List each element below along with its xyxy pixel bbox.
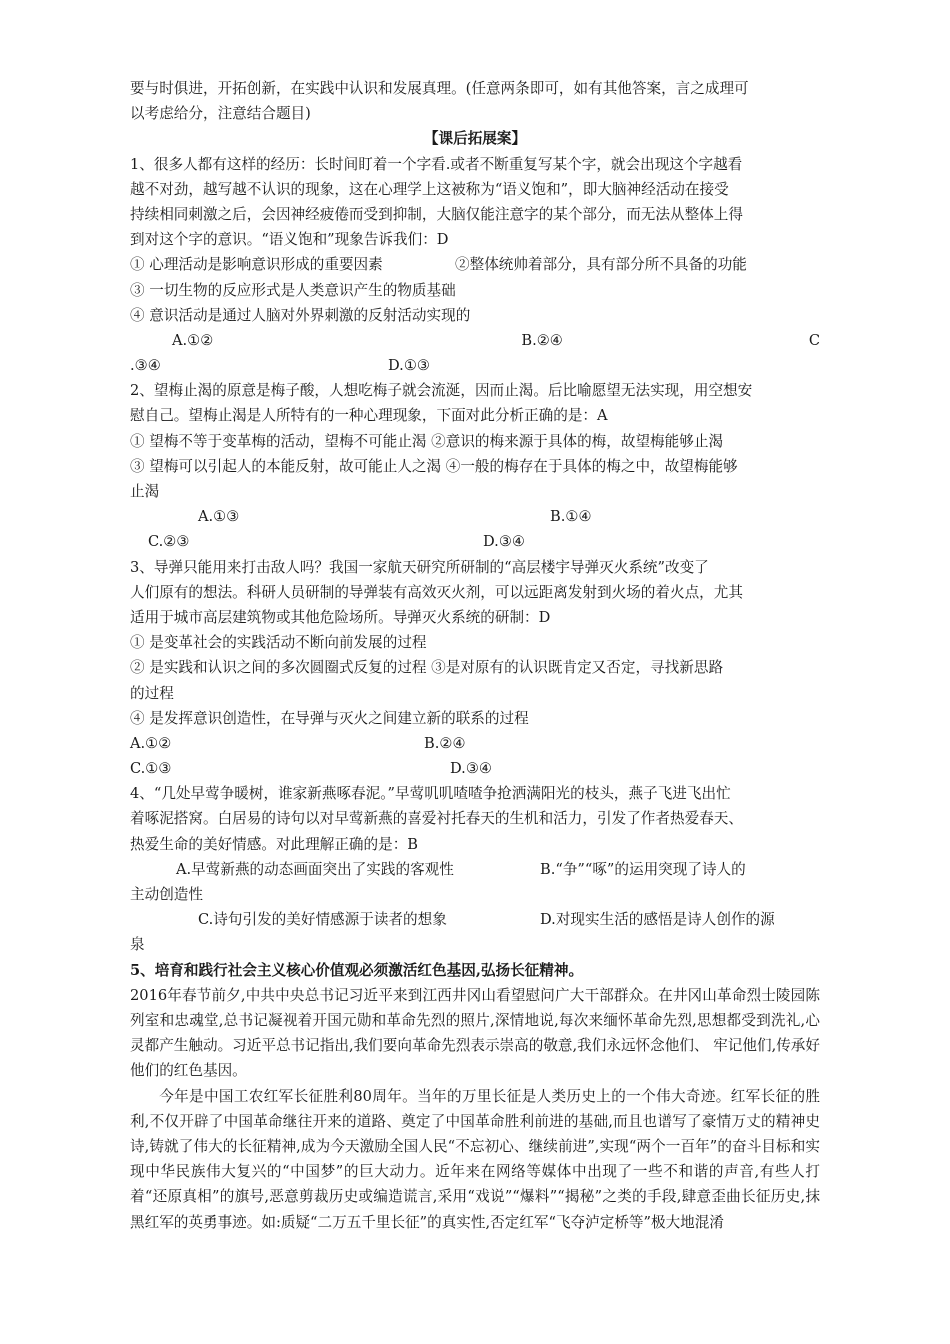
options-row [130,857,820,882]
option-a: A.①② [130,734,172,752]
options-row [130,529,820,554]
question-text: 4、“几处早莺争暖树，谁家新燕啄春泥。”早莺叽叽喳喳争抢洒满阳光的枝头，燕子飞进飞出忙 [130,785,731,803]
statement: ②整体统帅着部分，具有部分所不具备的功能 [455,256,747,274]
option-a: A.①③ [198,508,240,526]
options-row [130,328,820,353]
statement: ② 是实践和认识之间的多次圆圈式反复的过程 ③是对原有的认识既肯定又否定，寻找新思路 [130,659,724,677]
statement: 的过程 [130,684,174,702]
document-page [130,76,820,1235]
statement: ① 望梅不等于变革梅的活动，望梅不可能止渴 ②意识的梅来源于具体的梅，故望梅能够止渴 [130,432,724,450]
question-text: 热爱生命的美好情感。对此理解正确的是：B [130,835,419,853]
question-title: 5、培育和践行社会主义核心价值观必须激活红色基因,弘扬长征精神。 [130,961,584,979]
intro-line: 要与时俱进，开拓创新，在实践中认识和发展真理。(任意两条即可，如有其他答案，言之成理可 [130,80,749,97]
question-text: 3、导弹只能用来打击敌人吗？我国一家航天研究所研制的“高层楼宇导弹灭火系统”改变了 [130,558,709,576]
question-text: 到对这个字的意识。“语义饱和”现象告诉我们：D [130,231,449,249]
option-b-cont: 主动创造性 [130,886,203,903]
question-1 [130,152,820,379]
question-text: 持续相同刺激之后，会因神经疲倦而受到抑制，大脑仅能注意字的某个部分，而无法从整体上得 [130,205,743,223]
question-text: 适用于城市高层建筑物或其他危险场所。导弹灭火系统的研制：D [130,608,551,626]
paragraph: 今年是中国工农红军长征胜利80周年。当年的万里长征是人类历史上的一个伟大奇迹。红军长征的胜利,不仅开辟了中国革命继往开来的道路、奠定了中国革命胜利前进的基础,而且也谱写了豪情万丈的精神史诗,铸就了伟大的长征精神,成为今天激励全国人民“不忘初心、继续前进”,实现“两个一百年”的奋斗目标和实现中华民族伟大复兴的“中国梦”的巨大动力。近年来在网络等媒体中出现了一些不和谐的声音,有些人打着“还原真相”的旗号,恶意剪裁历史或编造谎言,采用“戏说”“爆料”“揭秘”之类的手段,肆意歪曲长征历史,抹黑红军的英勇事迹。如:质疑“二万五千里长征”的真实性,否定红军“飞夺泸定桥等”极大地混淆 [130,1087,820,1231]
option-d: D.①③ [388,357,430,375]
question-text: 1、很多人都有这样的经历：长时间盯着一个字看.或者不断重复写某个字，就会出现这个字越看 [130,155,743,173]
question-3 [130,555,820,782]
option-a: A.早莺新燕的动态画面突出了实践的客观性 [176,860,454,878]
intro-line: 以考虑给分，注意结合题目) [130,105,311,123]
option-b: B.“争”“啄”的运用突现了诗人的 [540,860,746,878]
options-row [130,731,820,756]
options-row [130,504,820,529]
statement: ④ 是发挥意识创造性，在导弹与灭火之间建立新的联系的过程 [130,709,529,727]
question-2 [130,378,820,554]
question-text: 慰自己。望梅止渴是人所特有的一种心理现象，下面对此分析正确的是：A [130,407,608,425]
statement: ① 是变革社会的实践活动不断向前发展的过程 [130,634,427,652]
option-c: C [808,331,820,349]
statement: ③ 望梅可以引起人的本能反射，故可能止人之渴 ④一般的梅存在于具体的梅之中，故望梅能够 [130,457,738,475]
option-c: C.②③ [148,533,190,551]
option-a: A.①② [172,331,214,349]
option-b: B.①④ [550,508,592,526]
option-c: C.诗句引发的美好情感源于读者的想象 [198,911,447,929]
statement: ④ 意识活动是通过人脑对外界刺激的反射活动实现的 [130,306,471,324]
statement: 止渴 [130,483,160,500]
options-row [130,756,820,781]
question-4 [130,781,820,957]
options-row [130,907,820,932]
statement: ① 心理活动是影响意识形成的重要因素 [130,256,383,274]
option-b: B.②④ [424,734,466,752]
question-text: 着啄泥搭窝。白居易的诗句以对早莺新燕的喜爱衬托春天的生机和活力，引发了作者热爱春天、 [130,810,743,828]
option-b: B.②④ [521,331,563,349]
option-d: D.对现实生活的感悟是诗人创作的源 [540,911,775,929]
paragraph: 2016年春节前夕,中共中央总书记习近平来到江西井冈山看望慰问广大干部群众。在井冈山革命烈士陵园陈列室和忠魂堂,总书记凝视着开国元勋和革命先烈的照片,深情地说,每次来缅怀革命先烈,思想都受到洗礼,心灵都产生触动。习近平总书记指出,我们要向革命先烈表示崇高的敬意,我们永远怀念他们、 牢记他们,传承好他们的红色基因。 [130,986,820,1080]
question-5 [130,958,820,1235]
statement: ③ 一切生物的反应形式是人类意识产生的物质基础 [130,281,456,299]
question-text: 越不对劲，越写越不认识的现象，这在心理学上这被称为“语义饱和”，即大脑神经活动在接受 [130,180,729,198]
statement-row [130,252,820,277]
option-d-cont: 泉 [130,936,145,954]
options-row [130,353,820,378]
section-title: 【课后拓展案】 [423,130,527,148]
question-text: 2、望梅止渴的原意是梅子酸，人想吃梅子就会流涎，因而止渴。后比喻愿望无法实现，用空想安 [130,382,753,400]
question-text: 人们原有的想法。科研人员研制的导弹装有高效灭火剂，可以远距离发射到火场的着火点，尤其 [130,583,743,601]
option-d: D.③④ [483,533,525,551]
option-c: C.①③ [130,760,172,778]
option-d: D.③④ [450,760,492,778]
option-c-cont: .③④ [130,357,161,375]
